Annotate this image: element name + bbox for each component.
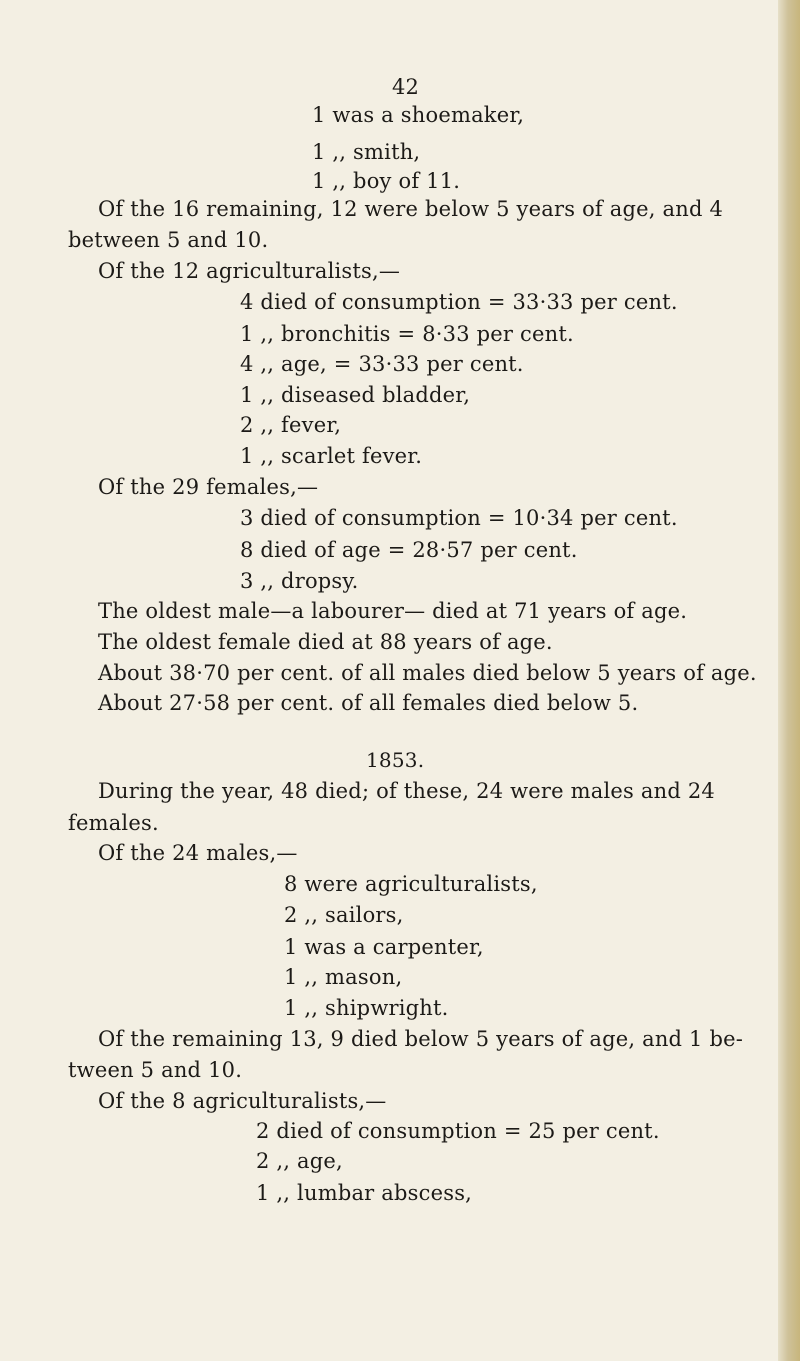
text-line: 1 ,, shipwright. <box>284 996 449 1020</box>
text-line: Of the 29 females,— <box>98 475 319 499</box>
text-line: 1 ,, boy of 11. <box>312 169 461 193</box>
text-line: 1 ,, smith, <box>312 140 421 164</box>
page-number: 42 <box>392 75 420 99</box>
text-line: Of the 12 agriculturalists,— <box>98 259 401 283</box>
text-line: 1 ,, mason, <box>284 965 403 989</box>
text-line: About 38·70 per cent. of all males died below 5 years of age. <box>98 661 757 685</box>
text-line: 1 ,, scarlet fever. <box>240 444 423 468</box>
text-line: 8 died of age = 28·57 per cent. <box>240 538 578 562</box>
year-heading: 1853. <box>366 748 425 772</box>
text-line: 2 ,, age, <box>256 1149 343 1173</box>
text-line: Of the 8 agriculturalists,— <box>98 1089 387 1113</box>
text-line: 3 died of consumption = 10·34 per cent. <box>240 506 678 530</box>
text-line: The oldest female died at 88 years of age. <box>98 630 553 654</box>
page-edge <box>778 0 800 1361</box>
text-line: 1 was a carpenter, <box>284 935 484 959</box>
text-line: About 27·58 per cent. of all females died below 5. <box>98 691 639 715</box>
text-line: 4 ,, age, = 33·33 per cent. <box>240 352 524 376</box>
text-line: 3 ,, dropsy. <box>240 569 359 593</box>
text-line: 1 ,, diseased bladder, <box>240 383 471 407</box>
text-line: between 5 and 10. <box>68 228 269 252</box>
text-line: 2 ,, sailors, <box>284 903 404 927</box>
text-line: Of the 24 males,— <box>98 841 298 865</box>
text-line: Of the remaining 13, 9 died below 5 years of age, and 1 be- <box>98 1027 744 1051</box>
text-line: During the year, 48 died; of these, 24 were males and 24 <box>98 779 715 803</box>
text-line: 8 were agriculturalists, <box>284 872 538 896</box>
text-line: 1 was a shoemaker, <box>312 103 525 127</box>
text-line: Of the 16 remaining, 12 were below 5 years of age, and 4 <box>98 197 724 221</box>
text-line: 1 ,, bronchitis = 8·33 per cent. <box>240 322 574 346</box>
text-line: females. <box>68 811 159 835</box>
text-line: 2 died of consumption = 25 per cent. <box>256 1119 660 1143</box>
text-line: The oldest male—a labourer— died at 71 years of age. <box>98 599 688 623</box>
text-line: 2 ,, fever, <box>240 413 342 437</box>
text-line: 4 died of consumption = 33·33 per cent. <box>240 290 678 314</box>
text-line: 1 ,, lumbar abscess, <box>256 1181 473 1205</box>
text-line: tween 5 and 10. <box>68 1058 243 1082</box>
